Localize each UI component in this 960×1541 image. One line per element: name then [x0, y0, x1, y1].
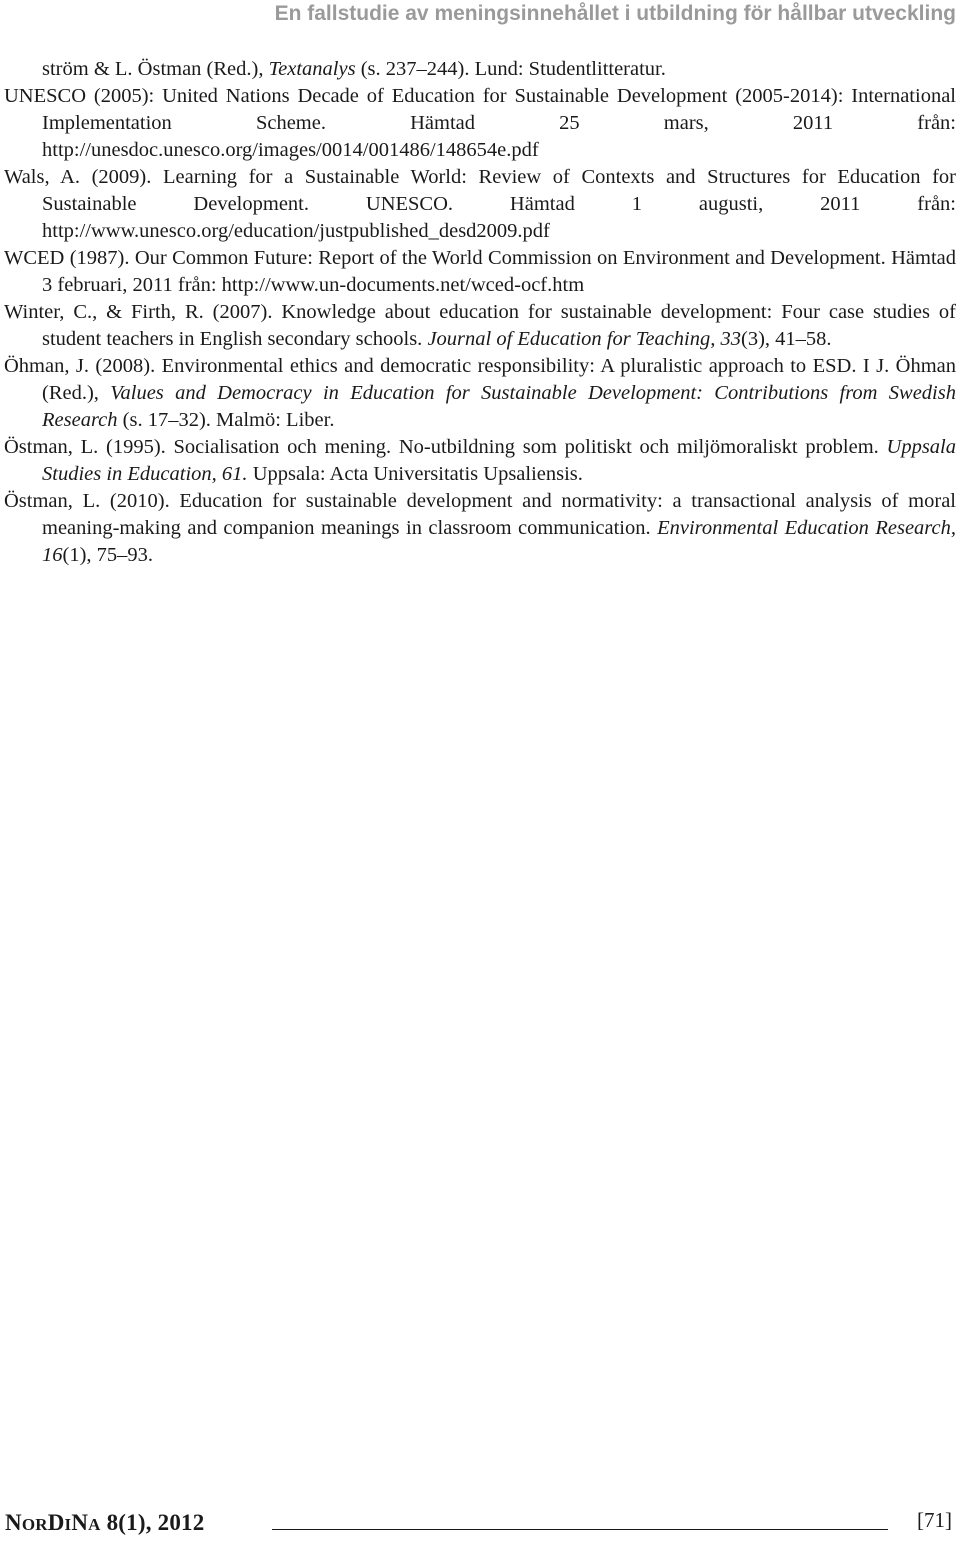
reference-italic-text: Values and Democracy in Education for Sustainable Development: Contributions from Swedish Research	[42, 382, 956, 431]
reference-text: Östman, L. (2010). Education for sustainable development and normativity: a transactional analysis of moral meaning-making and companion meanings in classroom communication.	[4, 490, 956, 539]
reference-text: (1), 75–93.	[62, 544, 154, 566]
reference-italic-text: Textanalys	[268, 58, 356, 80]
reference-text: (3), 41–58.	[741, 328, 832, 350]
reference-entry	[4, 164, 956, 245]
running-header: En fallstudie av meningsinnehållet i utbildning för hållbar utveckling	[274, 2, 956, 25]
reference-italic-text: Journal of Education for Teaching, 33	[427, 328, 742, 350]
reference-entry	[4, 353, 956, 434]
reference-list	[4, 56, 956, 569]
reference-text: Uppsala: Acta Universitatis Upsaliensis.	[247, 463, 583, 485]
reference-text: ström & L. Östman (Red.),	[42, 58, 269, 80]
reference-text: (s. 17–32). Malmö: Liber.	[117, 409, 335, 431]
reference-text: (s. 237–244). Lund: Studentlitteratur.	[355, 58, 666, 80]
journal-part: N	[5, 1510, 22, 1535]
reference-entry	[4, 488, 956, 569]
page-number: [71]	[917, 1508, 952, 1532]
reference-entry	[4, 434, 956, 488]
journal-part: A	[88, 1515, 101, 1534]
journal-part: I	[64, 1515, 72, 1534]
reference-text: UNESCO (2005): United Nations Decade of Education for Sustainable Development (2005-2014): International Implementation Scheme. Hämtad 25 mars, 2011 från: http://unesdoc.unesco.org/images/0014/001486/148654e.pdf	[4, 85, 956, 161]
reference-text: Östman, L. (1995). Socialisation och mening. No-utbildning som politiskt och miljömoraliskt problem.	[4, 436, 887, 458]
journal-part: D	[47, 1510, 65, 1535]
reference-entry	[4, 299, 956, 353]
journal-part: OR	[21, 1515, 48, 1534]
reference-entry	[4, 56, 956, 83]
reference-entry	[4, 245, 956, 299]
journal-citation	[5, 1510, 204, 1536]
footer-rule	[272, 1529, 888, 1530]
reference-text: Öhman, J. (2008). Environmental ethics and democratic responsibility: A pluralistic approach to ESD. I J. Öhman (Red.),	[4, 355, 956, 404]
journal-part: 8(1), 2012	[100, 1510, 205, 1535]
reference-text: Winter, C., & Firth, R. (2007). Knowledge about education for sustainable development: Four case studies of student teachers in English secondary schools.	[4, 301, 956, 350]
reference-italic-text: Environmental Education Research, 16	[42, 517, 956, 566]
reference-italic-text: Uppsala Studies in Education, 61.	[42, 436, 956, 485]
reference-text: Wals, A. (2009). Learning for a Sustainable World: Review of Contexts and Structures for Education for Sustainable Development. UNESCO. Hämtad 1 augusti, 2011 från: http://www.unesco.org/education/justpublished_desd2009.pdf	[4, 166, 956, 242]
journal-part: N	[71, 1510, 89, 1535]
reference-entry	[4, 83, 956, 164]
reference-text: WCED (1987). Our Common Future: Report of the World Commission on Environment and Development. Hämtad 3 februari, 2011 från: http://www.un-documents.net/wced-ocf.htm	[4, 247, 956, 296]
